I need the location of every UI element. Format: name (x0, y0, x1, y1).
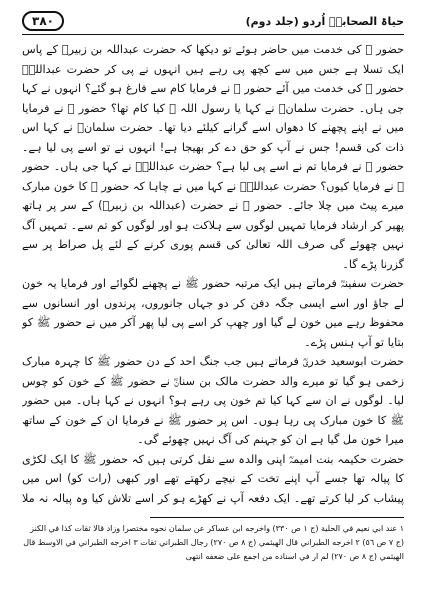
running-title: حیاۃ الصحابہؓ اُردو (جلد دوم) (245, 14, 404, 28)
page-header (22, 10, 404, 32)
page-body (22, 40, 404, 510)
body-paragraph: حضرت سفینہؓ فرماتے ہیں ایک مرتبہ حضور ﷺ نے پچھنے لگوائے اور فرمایا یہ خون لے جاؤ اور اسے ایسی جگہ دفن کر دو جہاں جانوروں، پرندوں اور انسانوں سے محفوظ رہے میں خون لے گیا اور چھپ کر اسے پی لیا پھر آکر میں نے حضور ﷺ کو بتایا تو آپ ہنس پڑے۔ (22, 277, 404, 349)
body-paragraph: حضرت حکیمہ بنت امیمہؓ اپنی والدہ سے نقل کرتی ہیں کہ حضور ﷺ کا ایک لکڑی کا پیالہ تھا جسے آپ اپنے تخت کے نیچے رکھتے تھے اور کبھی (رات کو) اس میں پیشاب کر لیا کرتے تھے۔ ایک دفعہ آپ نے کھڑے ہو کر اسے تلاش کیا وہ پیالہ نہ ملا (22, 452, 404, 505)
header-rule (22, 34, 404, 35)
footnote-rule (150, 517, 404, 518)
page-number: ۳۸۰ (22, 11, 64, 31)
body-paragraph: حضور ﷺ کی خدمت میں حاضر ہوئے تو دیکھا کہ حضرت عبداللہ بن زبیرؓ کے پاس ایک تسلا ہے جس میں سے کچھ پی رہے ہیں انہوں نے پی کر حضرت عبداللہؓ حضور ﷺ کی خدمت میں آئے حضور ﷺ نے فرمایا کام سے فارغ ہو گئے؟ انہوں نے کہا جی ہاں۔ حضرت سلمانؓ نے کہا یا رسول اللہ ﷺ کیا کام تھا؟ حضور ﷺ نے فرمایا میں نے اپنے پچھنے کا دھواں اسے گرانے کیلئے دیا تھا۔ حضرت سلمانؓ نے کہا اس ذات کی قسم! جس نے آپ کو حق دے کر بھیجا ہے! انہوں نے تو اسے پی لیا ہے۔ حضور ﷺ نے فرمایا تم نے اسے پی لیا ہے؟ حضرت عبداللہؓ نے کہا جی ہاں۔ حضور ﷺ نے فرمایا کیوں؟ حضرت عبداللہؓ نے کہا میں نے چاہا کہ حضور ﷺ کا خون مبارک میرے پیٹ میں چلا جائے۔ حضور ﷺ نے حضرت (عبداللہ بن زبیرؓ) کے سر پر ہاتھ پھیر کر ارشاد فرمایا تمہیں لوگوں سے ہلاکت ہو اور لوگوں کو تم سے۔ تمہیں آگ نہیں چھوئے گی صرف اللہ تعالیٰ کی قسم پوری کرنے کے لئے پل صراط پر سے گزرنا پڑے گا۔ (22, 43, 404, 271)
body-paragraph: حضرت ابوسعید خدریؓ فرماتے ہیں جب جنگ احد کے دن حضور ﷺ کا چہرہ مبارک زخمی ہو گیا تو میرے والد حضرت مالک بن سنانؓ نے حضور ﷺ کے خون کو چوس لیا۔ لوگوں نے ان سے کہا کیا تم خون پی رہے ہو؟ انہوں نے کہا ہاں۔ میں حضور ﷺ کا خون مبارک پی رہا ہوں۔ اس پر حضور ﷺ نے فرمایا ان کے خون کے ساتھ میرا خون مل گیا ہے ان کو جہنم کی آگ نہیں چھوئے گی۔ (22, 355, 404, 446)
footnote-line: ١ عند ابي نعيم في الحلية (ج ١ ص ٣٣٠) واخرجه ابن عساكر عن سلمان نحوه مختصرا وزاد قالا ثقات كذا في الكنز (ج ٧ ص ٥٦) ٢ اخرجه الطبراني قال الهيثمي (ج ٨ ص ٢٧٠) رجال الطبراني ثقات ٣ اخرجه الطبراني في الاوسط قال الهيثمي (ج ٨ ص ٢٧٠) لم ار في اسناده من اجمع على ضعفه انتهى (23, 524, 404, 561)
footnotes (22, 522, 404, 594)
